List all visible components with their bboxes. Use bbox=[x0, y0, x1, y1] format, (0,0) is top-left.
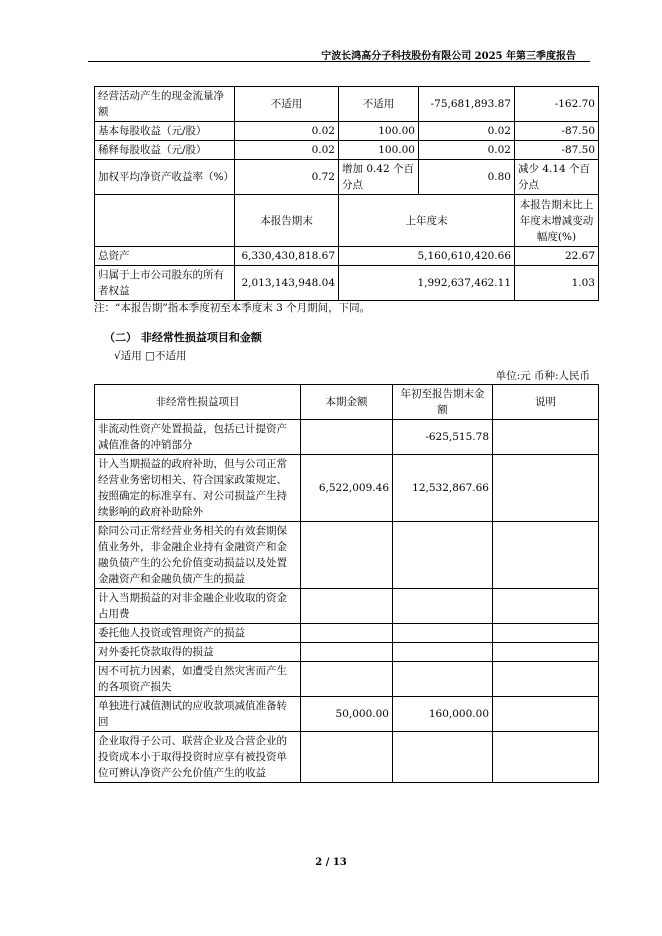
table-cell bbox=[493, 624, 599, 643]
table-cell bbox=[493, 643, 599, 662]
table-row bbox=[95, 141, 599, 160]
table-cell: 0.72 bbox=[235, 160, 339, 195]
table-cell: 22.67 bbox=[515, 247, 599, 266]
table-row bbox=[95, 624, 599, 643]
table-cell: 1.03 bbox=[515, 266, 599, 301]
table-cell bbox=[393, 522, 493, 589]
table-cell bbox=[301, 732, 393, 783]
table-cell: 0.80 bbox=[419, 160, 515, 195]
table-cell: 0.02 bbox=[235, 141, 339, 160]
table-row bbox=[95, 247, 599, 266]
table-cell: 6,330,430,818.67 bbox=[235, 247, 339, 266]
table-cell bbox=[301, 624, 393, 643]
section-title: （二） 非经常性损益项目和金额 bbox=[104, 331, 262, 344]
table-row bbox=[95, 643, 599, 662]
table-cell: 0.02 bbox=[419, 122, 515, 141]
table-cell: -162.70 bbox=[515, 87, 599, 122]
table-cell: 加权平均净资产收益率（%） bbox=[95, 160, 235, 195]
table-cell bbox=[301, 420, 393, 455]
table-row bbox=[95, 160, 599, 195]
table-cell bbox=[493, 697, 599, 732]
table-cell: 单独进行减值测试的应收款项减值准备转回 bbox=[95, 697, 301, 732]
table-cell bbox=[493, 420, 599, 455]
applicability-options: √适用 □不适用 bbox=[114, 350, 187, 362]
table-cell bbox=[493, 732, 599, 783]
table-header-row bbox=[95, 385, 599, 420]
table-cell: 100.00 bbox=[339, 122, 419, 141]
table-cell: 计入当期损益的政府补助，但与公司正常经营业务密切相关、符合国家政策规定、按照确定的标准享有、对公司损益产生持续影响的政府补助除外 bbox=[95, 455, 301, 522]
table-row bbox=[95, 697, 599, 732]
non-recurring-items-table bbox=[94, 384, 599, 783]
table-cell: 企业取得子公司、联营企业及合营企业的投资成本小于取得投资时应享有被投资单位可辨认净资产公允价值产生的收益 bbox=[95, 732, 301, 783]
table-cell bbox=[301, 643, 393, 662]
table-cell bbox=[95, 195, 235, 247]
header-divider bbox=[88, 61, 590, 62]
currency-unit: 单位:元 币种:人民币 bbox=[495, 370, 590, 382]
column-header: 年初至报告期末金额 bbox=[393, 385, 493, 420]
financial-indicators-table bbox=[94, 86, 599, 301]
table-cell bbox=[393, 662, 493, 697]
column-header: 非经常性损益项目 bbox=[95, 385, 301, 420]
table-row bbox=[95, 122, 599, 141]
table-cell: 稀释每股收益（元/股） bbox=[95, 141, 235, 160]
table-row bbox=[95, 522, 599, 589]
table-cell: 除同公司正常经营业务相关的有效套期保值业务外，非金融企业持有金融资产和金融负债产生的公允价值变动损益以及处置金融资产和金融负债产生的损益 bbox=[95, 522, 301, 589]
table-cell: 不适用 bbox=[235, 87, 339, 122]
table-cell: 100.00 bbox=[339, 141, 419, 160]
column-header: 说明 bbox=[493, 385, 599, 420]
table-row bbox=[95, 589, 599, 624]
column-header: 本期金额 bbox=[301, 385, 393, 420]
table-cell: 上年度末 bbox=[339, 195, 515, 247]
report-header: 宁波长鸿高分子科技股份有限公司 2025 年第三季度报告 bbox=[321, 51, 576, 62]
table-cell bbox=[301, 662, 393, 697]
table-cell: 5,160,610,420.66 bbox=[339, 247, 515, 266]
table-row bbox=[95, 662, 599, 697]
table-cell: -87.50 bbox=[515, 141, 599, 160]
table-cell: 基本每股收益（元/股） bbox=[95, 122, 235, 141]
table-cell: -87.50 bbox=[515, 122, 599, 141]
table-cell bbox=[393, 732, 493, 783]
page-number: 2 / 13 bbox=[315, 857, 347, 868]
table-row bbox=[95, 455, 599, 522]
table-cell: 160,000.00 bbox=[393, 697, 493, 732]
table-row bbox=[95, 266, 599, 301]
table-cell: 委托他人投资或管理资产的损益 bbox=[95, 624, 301, 643]
table-cell bbox=[493, 662, 599, 697]
table-cell bbox=[493, 455, 599, 522]
table-cell: -625,515.78 bbox=[393, 420, 493, 455]
table-cell: 本报告期末比上年度末增减变动幅度(%) bbox=[515, 195, 599, 247]
table-cell: 对外委托贷款取得的损益 bbox=[95, 643, 301, 662]
table-cell: 6,522,009.46 bbox=[301, 455, 393, 522]
table-cell: 总资产 bbox=[95, 247, 235, 266]
table-cell: 0.02 bbox=[235, 122, 339, 141]
table-cell bbox=[393, 589, 493, 624]
table-cell: -75,681,893.87 bbox=[419, 87, 515, 122]
table-cell bbox=[393, 624, 493, 643]
table-cell bbox=[493, 522, 599, 589]
table-cell: 50,000.00 bbox=[301, 697, 393, 732]
table-row bbox=[95, 87, 599, 122]
table-cell: 0.02 bbox=[419, 141, 515, 160]
table-cell bbox=[393, 643, 493, 662]
table-note: 注：“本报告期”指本季度初至本季度末 3 个月期间，下同。 bbox=[94, 302, 371, 314]
table-cell: 1,992,637,462.11 bbox=[339, 266, 515, 301]
table-cell: 12,532,867.66 bbox=[393, 455, 493, 522]
table-cell bbox=[301, 522, 393, 589]
table-cell: 本报告期末 bbox=[235, 195, 339, 247]
table-cell: 非流动性资产处置损益，包括已计提资产减值准备的冲销部分 bbox=[95, 420, 301, 455]
table-cell: 计入当期损益的对非金融企业收取的资金占用费 bbox=[95, 589, 301, 624]
table-cell: 减少 4.14 个百分点 bbox=[515, 160, 599, 195]
table-cell: 不适用 bbox=[339, 87, 419, 122]
table-row bbox=[95, 420, 599, 455]
table-cell: 归属于上市公司股东的所有者权益 bbox=[95, 266, 235, 301]
table-cell bbox=[301, 589, 393, 624]
table-row bbox=[95, 732, 599, 783]
table-cell bbox=[493, 589, 599, 624]
table-cell: 经营活动产生的现金流量净额 bbox=[95, 87, 235, 122]
table-cell: 因不可抗力因素，如遭受自然灾害而产生的各项资产损失 bbox=[95, 662, 301, 697]
table-cell: 增加 0.42 个百分点 bbox=[339, 160, 419, 195]
table-subheader-row bbox=[95, 195, 599, 247]
table-cell: 2,013,143,948.04 bbox=[235, 266, 339, 301]
